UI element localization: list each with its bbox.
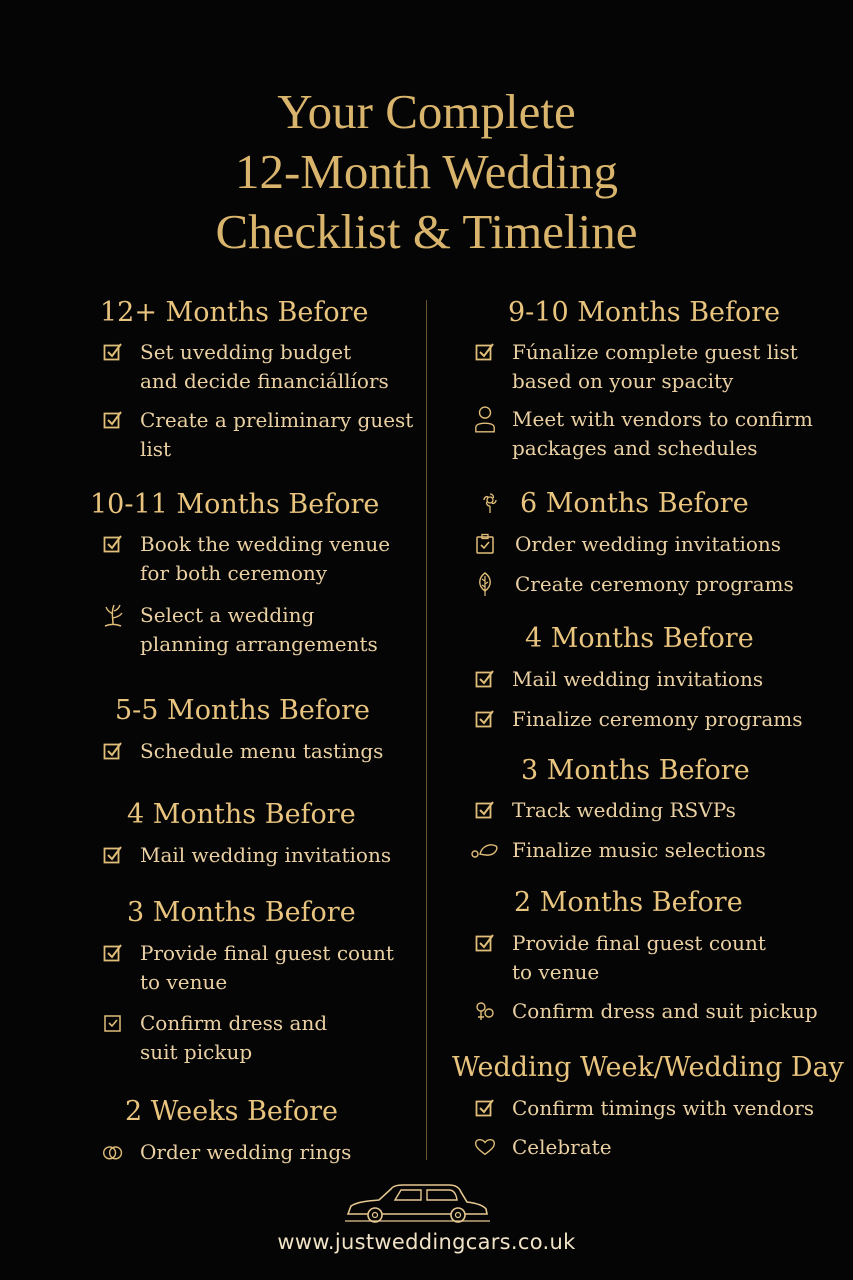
- item-line: Set uvedding budget: [140, 340, 352, 364]
- item-line: Create a preliminary guest: [140, 408, 414, 432]
- section-heading: 3 Months Before: [521, 755, 750, 786]
- checkbox-icon: [474, 932, 496, 954]
- item-line: Order wedding invitations: [515, 532, 782, 556]
- item-line: based on your spacity: [512, 369, 734, 393]
- item-line: for both ceremony: [140, 561, 328, 585]
- item-line: Create ceremony programs: [515, 572, 794, 596]
- title-line-3: Checklist & Timeline: [215, 204, 638, 259]
- item-line: packages and schedules: [512, 436, 758, 460]
- flower-icon: [480, 492, 500, 514]
- item-line: Mail wedding invitations: [512, 667, 764, 691]
- item-line: Book the wedding venue: [140, 532, 391, 556]
- checkbox-icon: [474, 1097, 496, 1119]
- item-line: planning arrangements: [140, 632, 378, 656]
- item-line: Select a wedding: [140, 603, 315, 627]
- item-line: Celebrate: [512, 1135, 612, 1159]
- clipboard-check-icon: [474, 533, 496, 555]
- music-note-icon: [470, 839, 500, 861]
- section-heading: 6 Months Before: [520, 488, 749, 519]
- item-line: Confirm dress and: [140, 1011, 328, 1035]
- item-line: Finalize music selections: [512, 838, 766, 862]
- section-heading: 12+ Months Before: [100, 297, 369, 328]
- checkbox-icon: [474, 341, 496, 363]
- item-line: Confirm timings with vendors: [512, 1096, 815, 1120]
- checkbox-icon: [474, 708, 496, 730]
- checkbox-icon: [474, 668, 496, 690]
- heart-icon: [474, 1136, 496, 1158]
- item-line: to venue: [512, 960, 600, 984]
- leaf-icon: [474, 573, 496, 595]
- item-line: to venue: [140, 970, 228, 994]
- item-line: list: [140, 437, 172, 461]
- section-heading: 9-10 Months Before: [508, 297, 781, 328]
- checkbox-icon: [102, 844, 124, 866]
- item-line: and decide financiállíors: [140, 369, 389, 393]
- checkbox-icon: [102, 341, 124, 363]
- item-line: Track wedding RSVPs: [512, 798, 736, 822]
- item-line: Fúnalize complete guest list: [512, 340, 798, 364]
- checkbox-icon: [102, 740, 124, 762]
- item-line: Mail wedding invitations: [140, 843, 392, 867]
- section-heading: 10-11 Months Before: [90, 489, 380, 520]
- checkbox-icon: [102, 942, 124, 964]
- checkbox-icon: [102, 533, 124, 555]
- person-icon: [474, 408, 496, 430]
- item-line: Order wedding rings: [140, 1140, 352, 1164]
- section-heading: 4 Months Before: [127, 799, 356, 830]
- item-line: Schedule menu tastings: [140, 739, 384, 763]
- vintage-car-icon: [345, 1180, 490, 1228]
- floral-icon: [102, 604, 124, 626]
- title-line-2: 12-Month Wedding: [234, 144, 619, 199]
- title-line-1: Your Complete: [277, 84, 576, 139]
- section-heading: Wedding Week/Wedding Day: [452, 1052, 844, 1083]
- checkbox-icon: [102, 409, 124, 431]
- item-line: Provide final guest count: [140, 941, 394, 965]
- section-heading: 3 Months Before: [127, 897, 356, 928]
- item-line: Confirm dress and suit pickup: [512, 999, 818, 1023]
- item-line: Meet with vendors to confirm: [512, 407, 813, 431]
- item-line: Finalize ceremony programs: [512, 707, 803, 731]
- item-line: suit pickup: [140, 1040, 253, 1064]
- section-heading: 2 Weeks Before: [125, 1096, 339, 1127]
- item-line: Provide final guest count: [512, 931, 766, 955]
- rings-icon: [102, 1141, 124, 1163]
- page-title: [0, 82, 853, 262]
- clipboard-check-icon: [102, 1012, 124, 1034]
- section-heading: 2 Months Before: [514, 887, 743, 918]
- section-heading: 5-5 Months Before: [115, 695, 370, 726]
- column-divider: [426, 300, 427, 1160]
- website-url[interactable]: www.justweddingcars.co.uk: [277, 1230, 576, 1254]
- checkbox-icon: [474, 799, 496, 821]
- section-heading: 4 Months Before: [525, 623, 754, 654]
- couple-symbol-icon: [474, 1000, 496, 1022]
